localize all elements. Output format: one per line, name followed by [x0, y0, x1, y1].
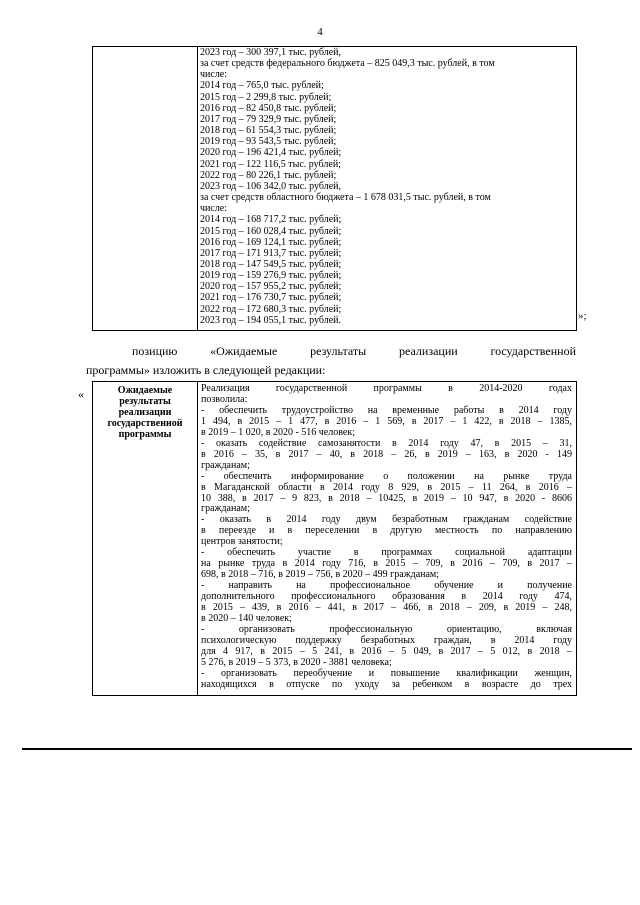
funding-line: 2023 год – 194 055,1 тыс. рублей. [200, 314, 342, 326]
funding-line: 2019 год – 159 276,9 тыс. рублей; [200, 270, 342, 282]
funding-line: 2023 год – 106 342,0 тыс. рублей, [200, 180, 342, 192]
funding-line: числе: [200, 203, 228, 215]
funding-table-label-cell [93, 47, 198, 330]
results-line: Реализация государственной программы в 2014-2020 годах [201, 383, 572, 394]
funding-line: 2016 год – 169 124,1 тыс. рублей; [200, 236, 342, 248]
instruction-line-1 [86, 344, 576, 358]
opening-quote: « [78, 387, 84, 401]
funding-line: 2014 год – 765,0 тыс. рублей; [200, 80, 324, 92]
results-table [92, 381, 577, 696]
funding-line: 2018 год – 61 554,3 тыс. рублей; [200, 125, 337, 137]
funding-line: за счет средств областного бюджета – 1 678 031,5 тыс. рублей, в том [200, 192, 491, 204]
results-line: - организовать профессиональную ориентацию, включая [201, 623, 572, 635]
funding-line: 2017 год – 79 329,9 тыс. рублей; [200, 113, 337, 125]
results-line: - организовать переобучение и повышение квалификации женщин, [201, 667, 572, 679]
funding-line: 2018 год – 147 549,5 тыс. рублей; [200, 258, 342, 270]
results-line: для 4 917, в 2015 – 5 241, в 2016 – 5 049, в 2017 – 5 012, в 2018 – [201, 645, 572, 657]
results-line: в Магаданской области в 2014 году 8 929, в 2015 – 11 264, в 2016 – [201, 481, 572, 493]
results-line: психологическую поддержку безработных граждан, в 2014 году [201, 634, 572, 646]
funding-line: 2022 год – 172 680,3 тыс. рублей; [200, 303, 342, 315]
funding-line: 2015 год – 2 299,8 тыс. рублей; [200, 91, 332, 103]
results-table-content-cell [198, 384, 576, 691]
results-line: находящихся в отпуске по уходу за ребенком в возрасте до трех [201, 678, 572, 690]
funding-line: 2021 год – 122 116,5 тыс. рублей; [200, 158, 341, 170]
results-table-header: Ожидаемые результаты реализации государственной программы [107, 385, 183, 440]
funding-line: 2020 год – 196 421,4 тыс. рублей; [200, 147, 342, 159]
results-line: в 2015 – 439, в 2016 – 441, в 2017 – 466, в 2018 – 209, в 2019 – 248, [201, 602, 572, 614]
funding-line: за счет средств федерального бюджета – 825 049,3 тыс. рублей, в том [200, 58, 495, 70]
results-line: - оказать в 2014 году двум безработным гражданам содействие [201, 514, 572, 526]
results-line: в переезде и в переселении в другую местность по направлению [201, 525, 572, 537]
funding-table-content-cell [198, 47, 576, 326]
results-line: 1 494, в 2015 – 1 477, в 2016 – 1 569, в 2017 – 1 422, в 2018 – 1385, [201, 415, 572, 427]
funding-line: 2015 год – 160 028,4 тыс. рублей; [200, 225, 342, 237]
results-table-header-cell [93, 382, 198, 695]
funding-line: 2022 год – 80 226,1 тыс. рублей; [200, 169, 337, 181]
results-line: - обеспечить информирование о положении на рынке труда [201, 470, 572, 482]
closing-quote: »; [578, 310, 587, 322]
results-line: 10 388, в 2017 – 9 823, в 2018 – 10425, в 2019 – 10 947, в 2020 - 8606 [201, 492, 572, 504]
funding-line: 2019 год – 93 543,5 тыс. рублей; [200, 136, 337, 148]
results-line: - обеспечить участие в программах социальной адаптации [201, 547, 572, 559]
results-line: гражданам; [201, 503, 250, 515]
results-line: 698, в 2018 – 716, в 2019 – 756, в 2020 – 499 гражданам; [201, 569, 440, 581]
page-number: 4 [317, 26, 323, 38]
results-line: - оказать содействие самозанятости в 2014 году 47, в 2015 – 31, [201, 437, 572, 449]
results-line: в 2019 – 1 020, в 2020 - 516 человек; [201, 426, 355, 438]
funding-line: 2014 год – 168 717,2 тыс. рублей; [200, 214, 342, 226]
funding-line: 2023 год – 300 397,1 тыс. рублей, [200, 47, 342, 58]
results-line: позволила: [201, 393, 248, 405]
results-line: 5 276, в 2019 – 5 373, в 2020 - 3881 человека; [201, 656, 392, 668]
funding-line: 2017 год – 171 913,7 тыс. рублей; [200, 247, 342, 259]
results-line: центров занятости; [201, 536, 283, 548]
funding-line: числе: [200, 69, 228, 81]
results-line: - обеспечить трудоустройство на временные работы в 2014 году [201, 404, 572, 416]
funding-line: 2021 год – 176 730,7 тыс. рублей; [200, 292, 342, 304]
results-line: в 2016 – 35, в 2017 – 40, в 2018 – 26, в 2019 – 163, в 2020 - 149 [201, 448, 572, 460]
funding-line: 2016 год – 82 450,8 тыс. рублей; [200, 102, 337, 114]
funding-table [92, 46, 577, 331]
results-line: - направить на профессиональное обучение и получение [201, 580, 572, 592]
instruction-line-2: программы» изложить в следующей редакции: [86, 363, 326, 377]
results-line: в 2020 – 140 человек; [201, 613, 292, 625]
funding-line: 2020 год – 157 955,2 тыс. рублей; [200, 281, 342, 293]
instruction-text-1: позицию «Ожидаемые результаты реализации государственной [132, 344, 576, 358]
results-line: гражданам; [201, 459, 250, 471]
footer-rule [22, 748, 632, 750]
results-line: на рынке труда в 2014 году 716, в 2015 – 709, в 2016 – 709, в 2017 – [201, 558, 572, 570]
results-line: дополнительного профессионального образования в 2014 году 474, [201, 591, 572, 603]
